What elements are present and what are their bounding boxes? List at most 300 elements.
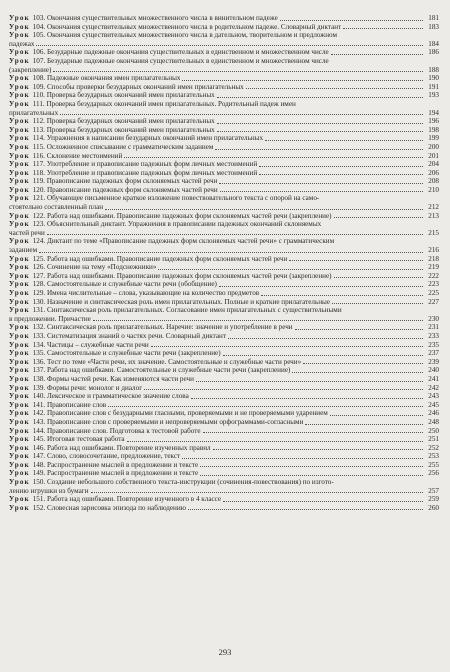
lesson-number: 107. xyxy=(32,56,46,65)
dot-leader xyxy=(259,166,423,167)
dot-leader xyxy=(223,501,423,502)
lesson-number: 121. xyxy=(32,194,46,203)
toc-entry xyxy=(9,57,439,74)
lesson-title: Проверка безударных окончаний имен прилагательных xyxy=(46,91,215,100)
lesson-keyword: Урок xyxy=(9,503,30,512)
lesson-keyword: Урок xyxy=(9,220,30,229)
lesson-number: 134. xyxy=(32,340,46,349)
toc-page-number: 255 xyxy=(428,460,439,469)
lesson-title: Правописание слов с проверяемыми и непроверяемыми орфограммами-согласными xyxy=(47,417,304,426)
lesson-keyword: Урок xyxy=(9,82,30,91)
lesson-title: Работа над ошибками. Правописание падежных форм склоняемых частей речи (закрепление) xyxy=(47,211,332,220)
lesson-keyword: Урок xyxy=(9,211,30,220)
toc-page-number: 256 xyxy=(428,469,439,478)
dot-leader xyxy=(219,286,423,287)
lesson-number: 116. xyxy=(32,151,45,160)
toc-page-number: 223 xyxy=(428,280,439,289)
lesson-keyword: Урок xyxy=(9,400,30,409)
toc-page-number: 206 xyxy=(428,168,439,177)
lesson-number: 126. xyxy=(32,263,46,272)
toc-entry xyxy=(9,341,439,350)
lesson-title: Проверка безударных окончаний имен прилагательных xyxy=(46,125,215,134)
lesson-number: 125. xyxy=(32,254,46,263)
toc-page-number: 250 xyxy=(428,426,439,435)
toc-entry xyxy=(9,48,439,57)
toc-entry xyxy=(9,323,439,332)
lesson-title: Синтаксическая роль прилагательных. Наречие: значение и употребление в речи xyxy=(47,323,293,332)
lesson-title: Правописание слов с безударными гласными, проверяемыми и не проверяемыми ударением xyxy=(47,409,328,418)
lesson-keyword: Урок xyxy=(9,357,30,366)
dot-leader xyxy=(93,320,423,321)
dot-leader xyxy=(182,80,423,81)
dot-leader xyxy=(259,174,423,175)
lesson-title: Безударные падежные окончания существительных в единственном и множественном числе xyxy=(47,48,329,57)
dot-leader xyxy=(331,54,423,55)
dot-leader xyxy=(182,458,423,459)
toc-page-number: 230 xyxy=(428,314,439,323)
lesson-number: 143. xyxy=(32,417,46,426)
page-number: 293 xyxy=(218,647,232,657)
toc-entry xyxy=(9,332,439,341)
toc-entry xyxy=(9,435,439,444)
toc-page-number: 253 xyxy=(428,452,439,461)
dot-leader xyxy=(39,252,423,253)
lesson-title-continued: прилагательных xyxy=(9,108,59,117)
lesson-title: Способы проверки безударных окончаний имен прилагательных xyxy=(47,82,244,91)
lesson-keyword: Урок xyxy=(9,478,30,487)
lesson-title: Правописание падежных форм склоняемых частей речи xyxy=(46,177,218,186)
lesson-keyword: Урок xyxy=(9,48,30,57)
dot-leader xyxy=(265,140,423,141)
lesson-keyword: Урок xyxy=(9,417,30,426)
toc-page-number: 191 xyxy=(428,82,439,91)
lesson-number: 115. xyxy=(32,142,45,151)
toc-entry xyxy=(9,117,439,126)
lesson-title: Объяснительный диктант. Упражнения в правописании падежных окончаний склоняемых xyxy=(47,220,322,229)
toc-entry xyxy=(9,366,439,375)
toc-page-number: 239 xyxy=(428,357,439,366)
lesson-keyword: Урок xyxy=(9,125,30,134)
toc-entry xyxy=(9,469,439,478)
lesson-number: 144. xyxy=(32,426,46,435)
lesson-keyword: Урок xyxy=(9,177,30,186)
dot-leader xyxy=(219,183,423,184)
lesson-title-continued: стоятельно составленный план xyxy=(9,203,104,212)
toc-page-number: 231 xyxy=(428,323,439,332)
toc-entry xyxy=(9,263,439,272)
lesson-title: Окончания существительных множественного числа в дательном, творительном и предложном xyxy=(47,31,338,40)
toc-page-number: 210 xyxy=(428,185,439,194)
toc-page-number: 237 xyxy=(428,349,439,358)
lesson-keyword: Урок xyxy=(9,409,30,418)
toc-entry xyxy=(9,100,439,117)
lesson-number: 146. xyxy=(32,443,46,452)
toc-entry xyxy=(9,401,439,410)
dot-leader xyxy=(295,329,423,330)
lesson-title: Работа над ошибками. Правописание падежных форм склоняемых частей речи (закрепление) xyxy=(47,271,332,280)
toc-page-number: 227 xyxy=(428,297,439,306)
lesson-number: 108. xyxy=(32,74,46,83)
toc-page-number: 184 xyxy=(428,39,439,48)
lesson-number: 151. xyxy=(32,495,46,504)
toc-page-number: 204 xyxy=(428,160,439,169)
toc-entry xyxy=(9,91,439,100)
lesson-keyword: Урок xyxy=(9,495,30,504)
dot-leader xyxy=(213,449,423,450)
lesson-keyword: Урок xyxy=(9,374,30,383)
toc-page-number: 188 xyxy=(428,65,439,74)
toc-page-number: 251 xyxy=(428,435,439,444)
lesson-title: Окончания существительных множественного числа в родительном падеже. Словарный диктант xyxy=(47,22,342,31)
lesson-keyword: Урок xyxy=(9,452,30,461)
dot-leader xyxy=(246,88,423,89)
toc-entry xyxy=(9,169,439,178)
lesson-title: Назначение и синтаксическая роль имен прилагательных. Полные и краткие прилагательные xyxy=(47,297,331,306)
lesson-number: 118. xyxy=(32,168,45,177)
lesson-title-continued: частей речи xyxy=(9,228,45,237)
lesson-number: 129. xyxy=(32,289,46,297)
lesson-title: Словесная зарисовка эпизода по наблюдению xyxy=(47,503,187,512)
dot-leader xyxy=(223,355,423,356)
lesson-keyword: Урок xyxy=(9,297,30,306)
toc-entry xyxy=(9,220,439,237)
toc-page-number: 196 xyxy=(428,117,439,126)
dot-leader xyxy=(228,338,423,339)
lesson-title: Формы частей речи. Как изменяются части речи xyxy=(47,374,194,383)
lesson-keyword: Урок xyxy=(9,117,30,126)
toc-entry xyxy=(9,14,439,23)
lesson-number: 139. xyxy=(32,383,46,392)
toc-entry xyxy=(9,384,439,393)
lesson-title: Распространение мыслей в предложении и тексте xyxy=(47,460,199,469)
dot-leader xyxy=(305,424,423,425)
dot-leader xyxy=(158,269,423,270)
lesson-number: 123. xyxy=(32,220,46,229)
toc-page-number: 246 xyxy=(428,409,439,418)
lesson-title: Частицы – служебные части речи xyxy=(47,340,149,349)
dot-leader xyxy=(188,509,423,510)
toc-entry xyxy=(9,74,439,83)
lesson-keyword: Урок xyxy=(9,14,30,22)
lesson-keyword: Урок xyxy=(9,185,30,194)
lesson-keyword: Урок xyxy=(9,289,30,297)
dot-leader xyxy=(217,131,423,132)
lesson-title-continued: лению игрушки из бумаги xyxy=(9,486,89,495)
dot-leader xyxy=(280,20,423,21)
lesson-title: Синтаксическая роль прилагательных. Согласование имен прилагательных с существительными xyxy=(47,306,342,315)
lesson-keyword: Урок xyxy=(9,435,30,444)
lesson-keyword: Урок xyxy=(9,74,30,83)
dot-leader xyxy=(105,209,423,210)
lesson-number: 149. xyxy=(32,469,46,478)
lesson-title: Употребление и правописание падежных форм личных местоимений xyxy=(46,160,258,169)
lesson-keyword: Урок xyxy=(9,99,30,108)
lesson-title: Употребление и правописание падежных форм личных местоимений xyxy=(46,168,258,177)
toc-entry xyxy=(9,83,439,92)
toc-page-number: 215 xyxy=(428,228,439,237)
toc-entry xyxy=(9,134,439,143)
lesson-keyword: Урок xyxy=(9,280,30,289)
lesson-keyword: Урок xyxy=(9,460,30,469)
lesson-title: Обучающее письменное краткое изложение повествовательного текста с опорой на само- xyxy=(47,194,320,203)
toc-entry xyxy=(9,31,439,48)
toc-page-number: 260 xyxy=(428,503,439,512)
lesson-title: Итоговая тестовая работа xyxy=(47,435,125,444)
toc-page-number: 245 xyxy=(428,400,439,409)
lesson-number: 114. xyxy=(32,134,45,143)
lesson-keyword: Урок xyxy=(9,168,30,177)
toc-entry xyxy=(9,298,439,307)
lesson-title: Падежные окончания имен прилагательных xyxy=(47,74,181,83)
lesson-keyword: Урок xyxy=(9,22,30,31)
lesson-number: 140. xyxy=(32,392,46,401)
toc-page-number: 201 xyxy=(428,151,439,160)
toc-page-number: 225 xyxy=(428,289,439,297)
lesson-title: Упражнения в написании безударных окончаний имен прилагательных xyxy=(46,134,264,143)
lesson-number: 130. xyxy=(32,297,46,306)
dot-leader xyxy=(200,466,423,467)
lesson-number: 105. xyxy=(32,31,46,40)
toc-page-number: 233 xyxy=(428,331,439,340)
toc-entry xyxy=(9,272,439,281)
lesson-number: 112. xyxy=(32,117,45,126)
lesson-number: 111. xyxy=(32,99,45,108)
toc-entry xyxy=(9,255,439,264)
lesson-number: 133. xyxy=(32,331,46,340)
dot-leader xyxy=(289,260,423,261)
lesson-number: 104. xyxy=(32,22,46,31)
toc-page-number: 208 xyxy=(428,177,439,186)
lesson-number: 128. xyxy=(32,280,46,289)
lesson-number: 148. xyxy=(32,460,46,469)
toc-page-number: 222 xyxy=(428,271,439,280)
toc-entry xyxy=(9,495,439,504)
lesson-title: Систематизация знаний о частях речи. Словарный диктант xyxy=(47,331,227,340)
lesson-number: 127. xyxy=(32,271,46,280)
toc-page-number: 190 xyxy=(428,74,439,83)
dot-leader xyxy=(144,389,423,390)
toc-entry xyxy=(9,409,439,418)
lesson-number: 132. xyxy=(32,323,46,332)
toc-page-number: 241 xyxy=(428,374,439,383)
lesson-keyword: Урок xyxy=(9,392,30,401)
lesson-title: Формы речи: монолог и диалог xyxy=(47,383,143,392)
toc-entry xyxy=(9,280,439,289)
dot-leader xyxy=(261,295,423,296)
lesson-number: 106. xyxy=(32,48,46,57)
lesson-title: Работа над ошибками. Самостоятельные и служебные части речи (закрепление) xyxy=(47,366,291,375)
toc-entry xyxy=(9,126,439,135)
lesson-keyword: Урок xyxy=(9,160,30,169)
dot-leader xyxy=(292,372,423,373)
dot-leader xyxy=(303,363,423,364)
lesson-title-continued: (закрепление) xyxy=(9,65,52,74)
toc-page-number: 199 xyxy=(428,134,439,143)
lesson-number: 120. xyxy=(32,185,46,194)
toc-entry xyxy=(9,160,439,169)
lesson-keyword: Урок xyxy=(9,383,30,392)
lesson-number: 110. xyxy=(32,91,45,100)
lesson-keyword: Урок xyxy=(9,469,30,478)
lesson-title: Сочинение на тему «Подснежники» xyxy=(47,263,157,272)
toc-page-number: 243 xyxy=(428,392,439,401)
lesson-keyword: Урок xyxy=(9,254,30,263)
lesson-number: 113. xyxy=(32,125,45,134)
dot-leader xyxy=(332,303,423,304)
toc-page-number: 248 xyxy=(428,417,439,426)
lesson-keyword: Урок xyxy=(9,443,30,452)
lesson-number: 152. xyxy=(32,503,46,512)
toc-entry xyxy=(9,461,439,470)
lesson-number: 150. xyxy=(32,478,46,487)
toc-page-number: 186 xyxy=(428,48,439,57)
lesson-number: 109. xyxy=(32,82,46,91)
lesson-keyword: Урок xyxy=(9,237,30,246)
lesson-keyword: Урок xyxy=(9,349,30,358)
lesson-keyword: Урок xyxy=(9,263,30,272)
dot-leader xyxy=(60,114,423,115)
lesson-number: 147. xyxy=(32,452,46,461)
dot-leader xyxy=(91,492,423,493)
lesson-number: 142. xyxy=(32,409,46,418)
toc-page-number: 240 xyxy=(428,366,439,375)
lesson-number: 131. xyxy=(32,306,46,315)
lesson-number: 122. xyxy=(32,211,46,220)
lesson-title: Диктант по теме «Правописание падежных форм склоняемых частей речи» с грамматическим xyxy=(47,237,335,246)
toc-entry xyxy=(9,504,439,513)
lesson-keyword: Урок xyxy=(9,426,30,435)
toc-page-number: 183 xyxy=(428,22,439,31)
dot-leader xyxy=(108,406,423,407)
toc-entry xyxy=(9,349,439,358)
toc-entry xyxy=(9,237,439,254)
lesson-number: 119. xyxy=(32,177,45,186)
toc-entry xyxy=(9,478,439,495)
dot-leader xyxy=(151,346,423,347)
lesson-number: 138. xyxy=(32,374,46,383)
toc-page-number: 213 xyxy=(428,211,439,220)
lesson-keyword: Урок xyxy=(9,56,30,65)
toc-page-number: 216 xyxy=(428,246,439,255)
lesson-keyword: Урок xyxy=(9,306,30,315)
toc-page-number: 259 xyxy=(428,495,439,504)
toc-entry xyxy=(9,289,439,298)
dot-leader xyxy=(124,157,423,158)
lesson-keyword: Урок xyxy=(9,331,30,340)
dot-leader xyxy=(220,191,423,192)
lesson-title: Лексическое и грамматическое значение слова xyxy=(47,392,189,401)
dot-leader xyxy=(343,28,423,29)
lesson-number: 136. xyxy=(32,357,46,366)
lesson-number: 137. xyxy=(32,366,46,375)
lesson-number: 135. xyxy=(32,349,46,358)
toc-entry xyxy=(9,212,439,221)
lesson-title: Осложненное списывание с грамматическим заданием xyxy=(46,142,214,151)
lesson-title: Проверка безударных окончаний имен прилагательных. Родительный падеж имен xyxy=(46,99,296,108)
lesson-keyword: Урок xyxy=(9,271,30,280)
dot-leader xyxy=(36,45,423,46)
toc-page-number: 219 xyxy=(428,263,439,272)
dot-leader xyxy=(53,71,423,72)
toc-entry xyxy=(9,186,439,195)
toc-entry xyxy=(9,392,439,401)
lesson-number: 124. xyxy=(32,237,46,246)
table-of-contents xyxy=(9,14,439,512)
lesson-title: Работа над ошибками. Повторение изученных правил xyxy=(47,443,211,452)
lesson-title-continued: заданием xyxy=(9,246,38,255)
dot-leader xyxy=(127,441,423,442)
lesson-keyword: Урок xyxy=(9,151,30,160)
lesson-title: Слово, словосочетание, предложение, текст xyxy=(47,452,181,461)
lesson-keyword: Урок xyxy=(9,323,30,332)
dot-leader xyxy=(191,398,423,399)
lesson-title: Безударные падежные окончания существительных в единственном и множественном числе xyxy=(47,56,329,65)
lesson-title: Правописание падежных форм склоняемых частей речи xyxy=(47,185,218,194)
toc-entry xyxy=(9,23,439,32)
dot-leader xyxy=(217,97,423,98)
lesson-title: Создание небольшого собственного текста-инструкции (сочинения-повествования) по изгото- xyxy=(47,478,334,487)
lesson-keyword: Урок xyxy=(9,91,30,100)
dot-leader xyxy=(203,432,423,433)
lesson-title: Тест по теме «Части речи, их значение. Самостоятельные и служебные части речи» xyxy=(47,357,302,366)
toc-page-number: 235 xyxy=(428,340,439,349)
lesson-keyword: Урок xyxy=(9,366,30,375)
dot-leader xyxy=(330,415,423,416)
lesson-title: Правописание слов. Подготовка к тестовой работе xyxy=(47,426,201,435)
toc-page-number: 212 xyxy=(428,203,439,212)
toc-entry xyxy=(9,152,439,161)
toc-page-number: 194 xyxy=(428,108,439,117)
lesson-title-continued: в предложении. Причастие xyxy=(9,314,91,323)
lesson-title: Имена числительные – слова, указывающие на количество предметов xyxy=(47,289,260,297)
lesson-title: Правописание слов xyxy=(47,400,107,409)
toc-page-number: 193 xyxy=(428,91,439,100)
toc-entry xyxy=(9,444,439,453)
lesson-number: 117. xyxy=(32,160,45,169)
lesson-keyword: Урок xyxy=(9,134,30,143)
lesson-keyword: Урок xyxy=(9,142,30,151)
toc-entry xyxy=(9,418,439,427)
toc-entry xyxy=(9,194,439,211)
lesson-title-continued: падежах xyxy=(9,39,35,48)
toc-entry xyxy=(9,452,439,461)
toc-entry xyxy=(9,358,439,367)
toc-page-number: 181 xyxy=(428,14,439,22)
dot-leader xyxy=(334,277,423,278)
toc-page-number: 242 xyxy=(428,383,439,392)
toc-entry xyxy=(9,375,439,384)
dot-leader xyxy=(47,234,423,235)
lesson-title: Работа над ошибками. Правописание падежных форм склоняемых частей речи xyxy=(47,254,288,263)
toc-page-number: 198 xyxy=(428,125,439,134)
lesson-keyword: Урок xyxy=(9,31,30,40)
toc-page-number: 200 xyxy=(428,142,439,151)
lesson-title: Склонение местоимений xyxy=(46,151,123,160)
lesson-keyword: Урок xyxy=(9,340,30,349)
lesson-keyword: Урок xyxy=(9,194,30,203)
toc-page-number: 257 xyxy=(428,486,439,495)
toc-entry xyxy=(9,143,439,152)
toc-page-number: 218 xyxy=(428,254,439,263)
dot-leader xyxy=(196,381,423,382)
lesson-title: Самостоятельные и служебные части речи (закрепление) xyxy=(47,349,221,358)
toc-entry xyxy=(9,427,439,436)
lesson-title: Самостоятельные и служебные части речи (обобщение) xyxy=(47,280,217,289)
toc-page-number: 252 xyxy=(428,443,439,452)
lesson-title: Проверка безударных окончаний имен прилагательных xyxy=(46,117,215,126)
lesson-number: 103. xyxy=(32,14,46,22)
toc-entry xyxy=(9,177,439,186)
